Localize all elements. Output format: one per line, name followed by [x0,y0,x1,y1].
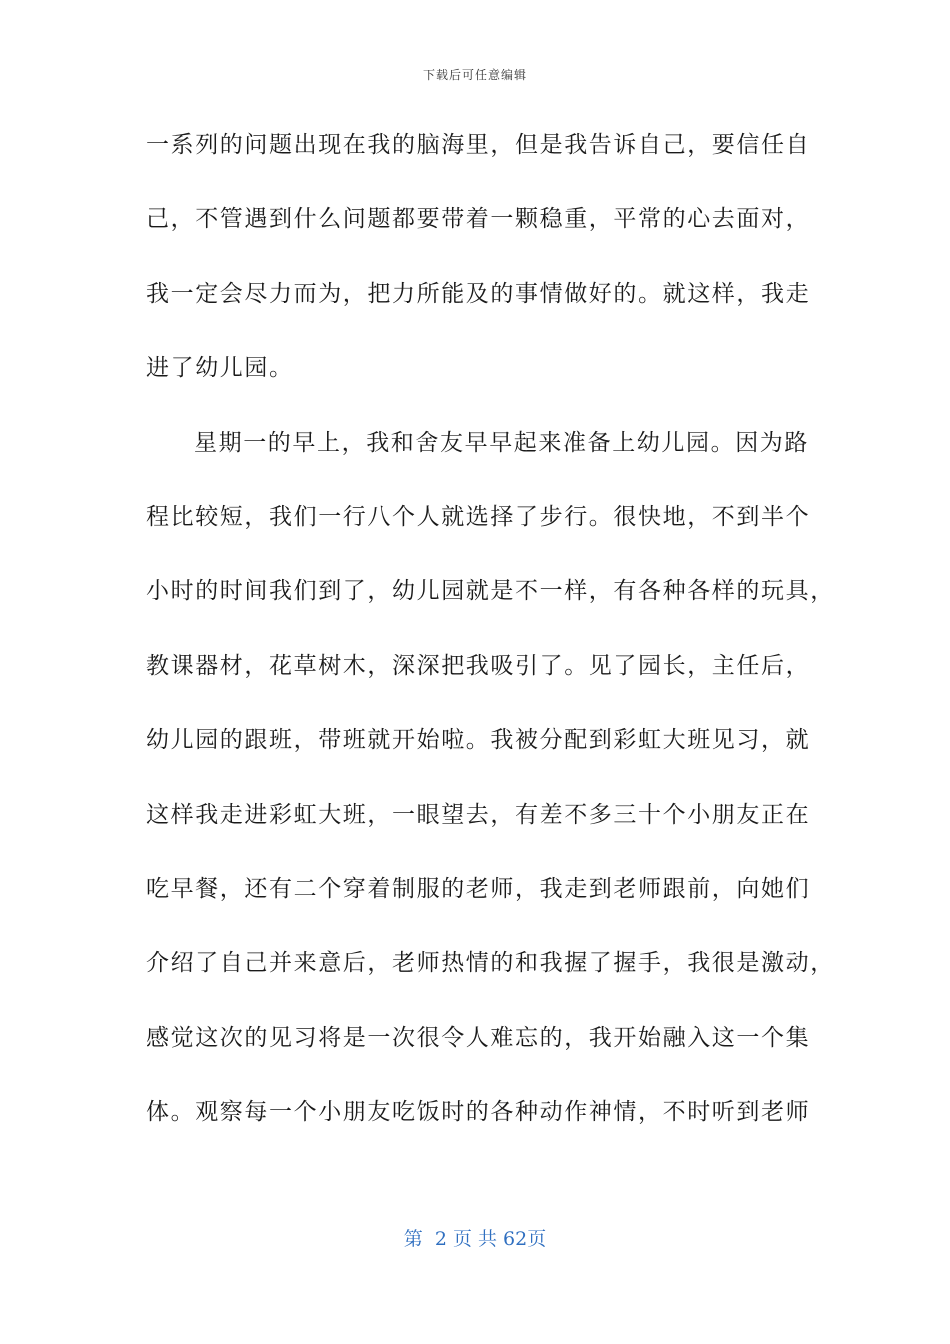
document-body [146,125,835,1166]
text-line: 体。观察每一个小朋友吃饭时的各种动作神情，不时听到老师 [146,1099,811,1126]
text-line: 幼儿园的跟班，带班就开始啦。我被分配到彩虹大班见习，就 [146,727,811,754]
text-line: 介绍了自己并来意后，老师热情的和我握了握手，我很是激动， [146,950,835,977]
text-line: 进了幼儿园。 [146,355,294,382]
text-line: 吃早餐，还有二个穿着制服的老师，我走到老师跟前，向她们 [146,875,811,902]
page-number-footer: 第 2 页 共 62页 [403,1228,547,1250]
text-line: 己，不管遇到什么问题都要带着一颗稳重，平常的心去面对， [146,206,811,233]
text-line: 一系列的问题出现在我的脑海里，但是我告诉自己，要信任自 [146,132,811,158]
text-line: 这样我走进彩虹大班，一眼望去，有差不多三十个小朋友正在 [146,801,811,828]
text-line: 我一定会尽力而为，把力所能及的事情做好的。就这样，我走 [146,280,811,307]
text-line: 程比较短，我们一行八个人就选择了步行。很快地，不到半个 [146,503,811,530]
document-header-note: 下载后可任意编辑 [422,68,527,82]
text-line: 感觉这次的见习将是一次很令人难忘的，我开始融入这一个集 [146,1024,811,1051]
paragraph-first-line: 星期一的早上，我和舍友早早起来准备上幼儿园。因为路 [194,429,809,456]
text-line: 小时的时间我们到了，幼儿园就是不一样，有各种各样的玩具， [146,578,835,605]
text-line: 教课器材，花草树木，深深把我吸引了。见了园长，主任后， [146,652,811,679]
